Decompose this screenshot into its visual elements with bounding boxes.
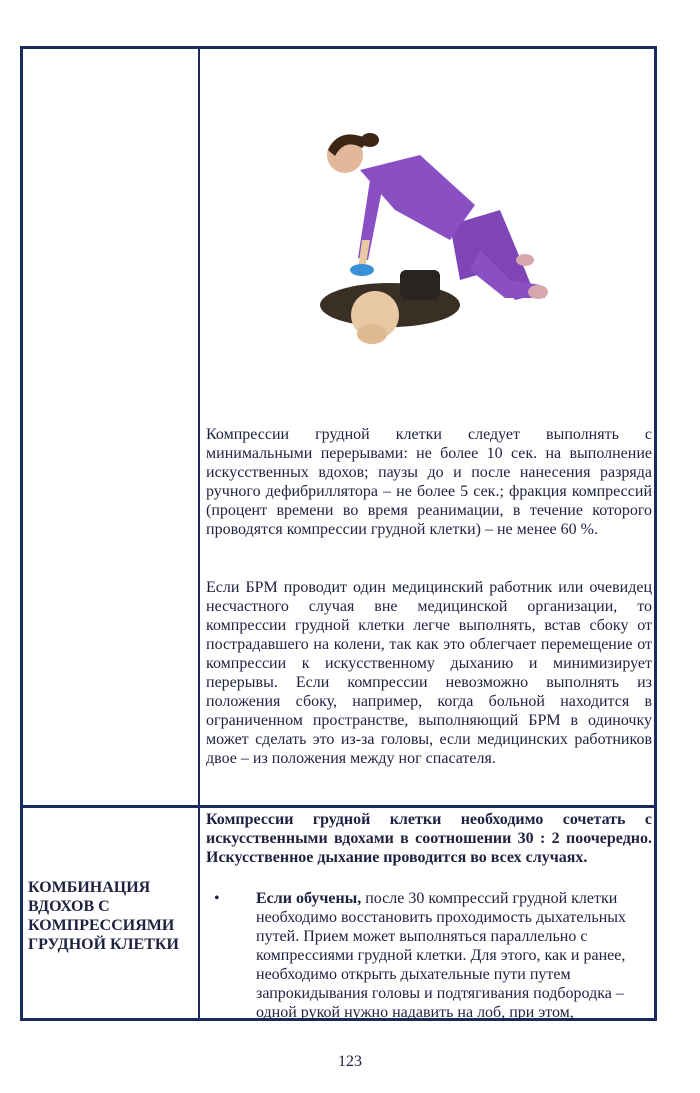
paragraph-compression-interruptions: Компрессии грудной клетки следует выполнять с минимальными перерывами: не более 10 сек. на выполнение искусственных вдохов; паузы до и после нанесения разряда ручного дефибриллятора – не более 5 сек.; фракция компрессий (процент времени во время реанимации, в течение которого проводятся компрессии грудной клетки) – не менее 60 %. <box>206 426 652 538</box>
ratio-intro: Компрессии грудной клетки необходимо сочетать с искусственными вдохами в соотношении 30 : 2 поочередно. Искусственное дыхание проводится во всех случаях. <box>206 811 652 866</box>
row-title: КОМБИНАЦИЯ ВДОХОВ С КОМПРЕССИЯМИ ГРУДНОЙ КЛЕТКИ <box>28 879 179 953</box>
list-item <box>214 889 648 1022</box>
row-divider <box>20 805 657 808</box>
bullet-bold-lead: Если обучены, <box>256 890 362 907</box>
bullet-text <box>228 889 648 1022</box>
bullet-icon: • <box>214 890 220 907</box>
page-number: 123 <box>338 1053 362 1070</box>
cpr-illustration <box>300 120 560 360</box>
paragraph-rescuer-position: Если БРМ проводит один медицинский работник или очевидец несчастного случая вне медицинской организации, то компрессии грудной клетки легче выполнять, встав сбоку от пострадавшего на колени, так как это облегчает перемещение от компрессии к искусственному дыханию и минимизирует перерывы. Если компрессии невозможно выполнять из положения сбоку, например, когда больной находится в ограниченном пространстве, выполняющий БРМ в одиночку может сделать это из-за головы, если медицинских работников двое – из положения между ног спасателя. <box>206 579 652 767</box>
column-divider <box>198 46 200 1021</box>
bullet-body: после 30 компрессий грудной клетки необходимо восстановить проходимость дыхательных путей. Прием может выполняться параллельно с компрессиями грудной клетки. Для этого, как и ранее, необходимо открыть дыхательные пути путем запрокидывания головы и подтягивания подбородка – одной рукой нужно надавить на лоб, при этом, <box>256 890 627 1021</box>
